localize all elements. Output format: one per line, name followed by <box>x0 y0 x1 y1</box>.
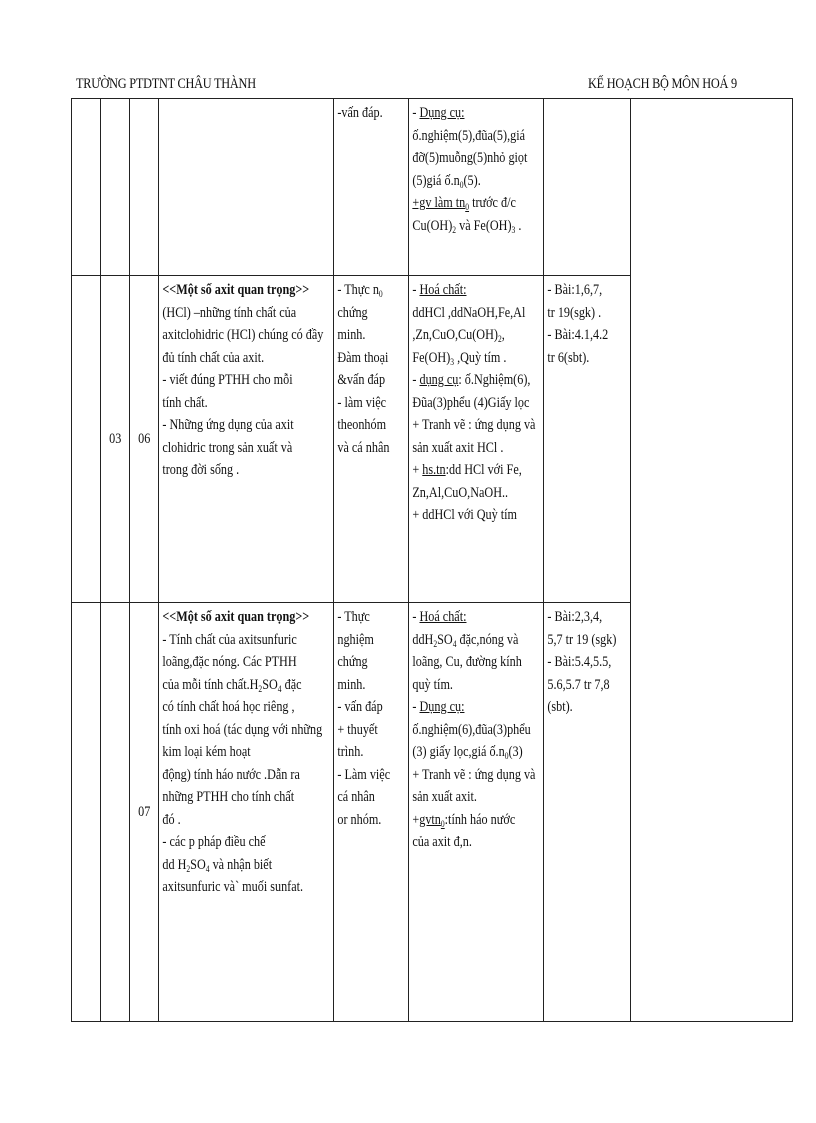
text-line <box>412 459 521 482</box>
text-segment: 2 <box>433 638 438 649</box>
text-segment: - Những ứng dụng của axit <box>162 417 294 433</box>
text-segment: 3 <box>450 356 455 367</box>
text-segment: (HCl) –những tính chất của <box>162 304 297 321</box>
text-segment: SO <box>190 856 206 873</box>
lesson-number: 06 <box>137 431 151 447</box>
text-line <box>412 741 521 764</box>
text-line <box>337 279 396 302</box>
blank-cell <box>72 99 101 276</box>
text-segment: (3) <box>508 744 523 760</box>
text-segment: đỡ(5)muỗng(5)nhỏ giọt <box>412 150 528 166</box>
text-segment: (5)giá ố.n <box>412 172 460 189</box>
text-line <box>337 719 396 742</box>
week-cell <box>101 276 130 603</box>
text-segment: <<Một số axit quan trọng>> <box>162 282 310 298</box>
text-segment: 2 <box>186 863 191 874</box>
text-line <box>162 392 305 415</box>
text-segment: ddHCl ,ddNaOH,Fe,Al <box>412 304 526 321</box>
text-line <box>412 125 525 148</box>
text-line <box>337 392 396 415</box>
text-line <box>162 674 305 697</box>
text-line <box>162 347 305 370</box>
text-line <box>337 764 396 787</box>
table-row <box>72 99 793 276</box>
text-segment: 2 <box>452 224 457 235</box>
text-line <box>337 651 396 674</box>
text-segment: và cá nhân <box>337 439 390 456</box>
text-segment: ,Zn,CuO,Cu(OH) <box>412 327 498 343</box>
text-segment: - Bài:1,6,7, <box>547 282 603 298</box>
blank-cell <box>72 276 101 603</box>
text-line <box>162 786 305 809</box>
text-segment: đó . <box>162 811 181 828</box>
text-segment: Dụng cụ: <box>419 105 465 121</box>
text-line <box>337 741 396 764</box>
text-segment: 0 <box>459 179 464 190</box>
text-line <box>337 347 396 370</box>
text-segment: gvtn <box>419 811 441 828</box>
text-line <box>412 809 521 832</box>
text-line <box>162 651 305 674</box>
text-segment: chứng <box>337 654 368 670</box>
prep-cell <box>409 603 544 1022</box>
text-line <box>337 629 396 652</box>
text-line <box>162 302 305 325</box>
text-line <box>162 629 305 652</box>
text-segment: nghiệm <box>337 631 374 648</box>
text-segment: 0 <box>465 202 470 212</box>
blank-cell <box>72 603 101 1022</box>
text-segment: 4 <box>452 638 457 649</box>
content-cell <box>159 99 334 276</box>
text-line <box>412 504 521 527</box>
text-line <box>162 831 305 854</box>
text-segment: Hoá chất: <box>419 609 467 625</box>
text-segment: sản xuất axit HCl . <box>412 439 504 456</box>
text-line <box>162 876 305 899</box>
text-line <box>547 324 616 347</box>
text-segment: và Fe(OH) <box>456 217 512 234</box>
text-line <box>337 674 396 697</box>
text-segment: - làm việc <box>337 394 387 411</box>
text-segment: chứng <box>337 304 368 321</box>
text-line <box>412 764 536 787</box>
text-line <box>162 324 324 347</box>
text-segment: - Làm việc <box>337 766 391 783</box>
text-line <box>547 674 616 697</box>
text-segment: ,Quỳ tím . <box>454 349 507 366</box>
text-line <box>162 606 310 629</box>
text-line <box>162 741 305 764</box>
text-segment: - Tính chất của axitsunfuric <box>162 631 297 648</box>
text-line <box>412 414 536 437</box>
text-line <box>412 651 521 674</box>
text-segment: dụng cụ <box>419 372 459 388</box>
text-segment: Dụng cụ: <box>419 699 465 715</box>
text-line <box>412 786 521 809</box>
homework-cell <box>544 603 631 1022</box>
text-segment: - Thực <box>337 609 370 625</box>
week-cell <box>101 603 130 1022</box>
text-segment: loãng,đặc nóng. Các PTHH <box>162 654 297 670</box>
text-segment: của mỗi tính chất.H <box>162 676 259 693</box>
text-segment: - Bài:2,3,4, <box>547 609 603 625</box>
text-line <box>337 696 396 719</box>
text-segment: <<Một số axit quan trọng>> <box>162 609 310 625</box>
text-segment: ố.nghiệm(6),đũa(3)phểu <box>412 721 531 738</box>
text-line <box>412 215 521 238</box>
text-segment: - Bài:5.4,5.5, <box>547 654 612 670</box>
text-segment: quỳ tím. <box>412 676 453 693</box>
text-line <box>412 147 528 170</box>
text-segment: + thuyết <box>337 721 378 738</box>
text-segment: hs.tn <box>422 462 446 478</box>
lesson-cell <box>130 276 159 603</box>
header-school: TRƯỜNG PTDTNT CHÂU THÀNH <box>76 76 256 92</box>
text-line <box>337 437 396 460</box>
text-line <box>337 324 396 347</box>
text-segment: Cu(OH) <box>412 217 453 234</box>
text-line <box>337 302 396 325</box>
text-segment: &vấn đáp <box>337 372 386 388</box>
text-line <box>412 302 526 325</box>
text-segment: minh. <box>337 676 366 693</box>
text-segment: + <box>412 811 420 828</box>
week-number: 03 <box>108 431 122 447</box>
text-segment: 0 <box>504 751 509 761</box>
text-segment: 0 <box>378 289 383 299</box>
text-segment: :dd HCl với Fe, <box>445 462 522 478</box>
method-cell <box>334 99 409 276</box>
text-segment: có tính chất hoá học riêng , <box>162 699 295 715</box>
text-line <box>337 606 396 629</box>
text-line <box>412 192 521 215</box>
text-segment: 4 <box>277 683 282 694</box>
text-line <box>162 764 305 787</box>
text-segment: :tính háo nước <box>444 811 516 828</box>
text-line <box>412 170 521 193</box>
text-segment: - <box>412 609 420 625</box>
text-segment: kim loại kém hoạt <box>162 744 251 760</box>
text-line <box>162 459 305 482</box>
text-segment: tr 6(sbt). <box>547 349 590 366</box>
text-segment: Đũa(3)phểu (4)Giấy lọc <box>412 394 530 411</box>
prep-cell <box>409 276 544 603</box>
text-segment: + <box>412 462 423 478</box>
text-segment: sản xuất axit. <box>412 789 477 805</box>
text-segment: - viết đúng PTHH cho mỗi <box>162 372 293 388</box>
text-segment: trong đời sống . <box>162 462 240 478</box>
text-line <box>412 347 521 370</box>
text-segment: - <box>412 282 420 298</box>
text-line <box>547 696 616 719</box>
text-segment: ố.nghiệm(5),đũa(5),giá <box>412 127 525 144</box>
text-segment: Hoá chất: <box>419 282 467 298</box>
text-segment: minh. <box>337 327 366 343</box>
text-line <box>162 809 305 832</box>
text-line <box>412 102 521 125</box>
text-segment: - vấn đáp <box>337 699 383 715</box>
text-segment: - các p pháp điều chế <box>162 834 266 850</box>
header-plan-title: KẾ HOẠCH BỘ MÔN HOÁ 9 <box>588 76 737 92</box>
text-line <box>547 279 616 302</box>
text-line <box>547 606 616 629</box>
text-segment: : ố.Nghiệm(6), <box>458 372 531 388</box>
text-segment: . <box>515 217 522 234</box>
prep-cell <box>409 99 544 276</box>
text-segment: của axit đ,n. <box>412 834 472 850</box>
lesson-cell <box>130 99 159 276</box>
content-cell <box>159 276 334 603</box>
text-line <box>162 369 305 392</box>
text-line <box>162 696 305 719</box>
method-text: -vấn đáp. <box>337 105 383 121</box>
text-segment: - <box>412 699 420 715</box>
text-line <box>337 414 396 437</box>
text-line <box>412 606 521 629</box>
text-segment: trước đ/c <box>469 195 516 211</box>
text-line <box>337 809 396 832</box>
text-line <box>162 414 305 437</box>
text-line <box>412 674 521 697</box>
text-segment: - <box>412 372 420 388</box>
text-line <box>412 482 521 505</box>
lesson-number: 07 <box>137 804 151 820</box>
text-line <box>412 392 530 415</box>
text-segment: những PTHH cho tính chất <box>162 789 295 805</box>
text-segment: tính oxi hoá (tác dụng với những <box>162 721 323 738</box>
text-line <box>412 719 531 742</box>
text-segment: + Tranh vẽ : ứng dụng và <box>412 417 536 433</box>
lesson-plan-table <box>71 98 793 1022</box>
text-segment: or nhóm. <box>337 811 382 828</box>
text-segment: dd H <box>162 856 187 873</box>
text-segment: ddH <box>412 631 434 648</box>
text-segment: 3 <box>511 224 516 235</box>
text-segment: loãng, Cu, đường kính <box>412 654 522 670</box>
text-segment: (3) giấy lọc,giá ố.n <box>412 744 505 760</box>
text-segment: (5). <box>463 172 481 189</box>
text-line <box>547 629 616 652</box>
text-segment: SO <box>437 631 453 648</box>
text-segment: Zn,Al,CuO,NaOH.. <box>412 484 509 501</box>
text-segment: đặc,nóng và <box>456 631 519 648</box>
text-line <box>162 437 305 460</box>
text-line <box>412 324 521 347</box>
text-segment: - Thực n <box>337 282 379 298</box>
text-line <box>337 369 396 392</box>
homework-cell <box>544 99 631 276</box>
text-segment: - Bài:4.1,4.2 <box>547 327 609 343</box>
text-line <box>412 369 531 392</box>
text-line <box>412 696 521 719</box>
text-segment: 2 <box>258 683 263 694</box>
text-segment: 4 <box>205 863 210 874</box>
text-segment: động) tính háo nước .Dẫn ra <box>162 766 300 783</box>
text-line <box>412 437 521 460</box>
text-segment: + Tranh vẽ : ứng dụng và <box>412 766 536 783</box>
text-line <box>162 854 305 877</box>
text-segment: - <box>412 105 420 121</box>
text-segment: tr 19(sgk) . <box>547 304 602 321</box>
notes-cell <box>631 99 793 1022</box>
text-segment: clohidric trong sản xuất và <box>162 439 293 456</box>
text-line <box>162 719 323 742</box>
text-segment: trình. <box>337 744 364 760</box>
text-segment: 0 <box>440 818 445 829</box>
text-segment: tính chất. <box>162 394 208 411</box>
homework-cell <box>544 276 631 603</box>
method-cell <box>334 276 409 603</box>
text-segment: Đàm thoại <box>337 349 389 366</box>
text-segment: 5,7 tr 19 (sgk) <box>547 631 617 648</box>
text-segment: 5.6,5.7 tr 7,8 <box>547 676 610 693</box>
text-segment: axitsunfuric và` muối sunfat. <box>162 879 304 895</box>
text-line <box>337 786 396 809</box>
text-segment: (sbt). <box>547 699 573 715</box>
content-cell <box>159 603 334 1022</box>
text-line <box>412 279 521 302</box>
text-segment: và nhận biết <box>209 856 273 873</box>
text-line <box>547 302 616 325</box>
text-segment: cá nhân <box>337 789 375 805</box>
text-segment: Fe(OH) <box>412 349 451 366</box>
text-line <box>547 651 616 674</box>
text-segment: SO <box>262 676 278 693</box>
text-segment: đặc <box>281 676 302 693</box>
text-line <box>412 831 521 854</box>
text-segment: theonhóm <box>337 417 387 433</box>
week-cell <box>101 99 130 276</box>
text-line <box>547 347 616 370</box>
method-cell <box>334 603 409 1022</box>
text-segment: axitclohidric (HCl) chúng có đầy <box>162 327 324 343</box>
text-segment: , <box>501 327 505 343</box>
text-segment: + ddHCl với Quỳ tím <box>412 507 518 523</box>
text-line <box>412 629 521 652</box>
text-segment: đủ tính chất của axit. <box>162 349 265 366</box>
text-segment: 2 <box>497 334 502 344</box>
text-line <box>162 279 310 302</box>
lesson-cell <box>130 603 159 1022</box>
text-segment: +gv làm tn <box>412 195 466 211</box>
